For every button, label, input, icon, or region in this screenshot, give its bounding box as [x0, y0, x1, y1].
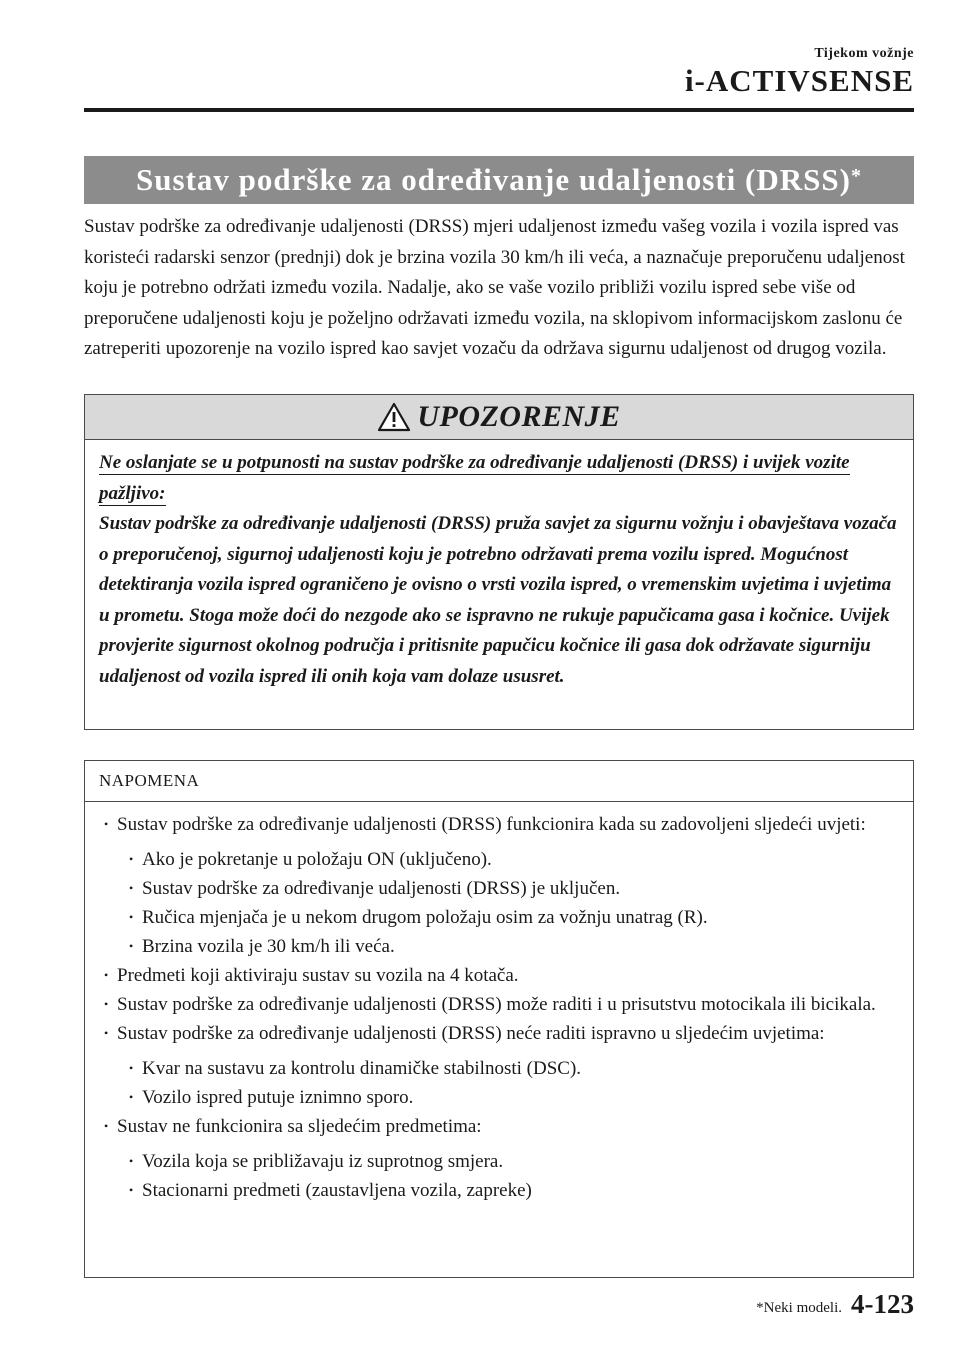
- note-box: [84, 760, 914, 1278]
- list-item: • Sustav podrške za određivanje udaljenosti (DRSS) neće raditi ispravno u sljedećim uvjetima:: [97, 1019, 901, 1048]
- list-item: • Sustav podrške za određivanje udaljenosti (DRSS) funkcionira kada su zadovoljeni sljedeći uvjeti:: [97, 810, 901, 839]
- list-item: • Predmeti koji aktiviraju sustav su vozila na 4 kotača.: [97, 961, 901, 990]
- list-subitem: • Stacionarni predmeti (zaustavljena vozila, zapreke): [97, 1176, 901, 1205]
- header-section-label: Tijekom vožnje: [814, 46, 914, 61]
- warning-lead-text: Ne oslanjate se u potpunosti na sustav podrške za određivanje udaljenosti (DRSS) i uvijek vozite pažljivo:: [99, 452, 850, 504]
- warning-lead: [99, 448, 899, 509]
- warning-text: Sustav podrške za određivanje udaljenosti (DRSS) pruža savjet za sigurnu vožnju i obavještava vozača o preporučenoj, sigurnoj udaljenosti koju je potrebno održavati prema vozilu ispred. Mogućnost detektiranja vozila ispred ograničeno je ovisno o vrsti vozila ispred, o vremenskim uvjetima i uvjetima u prometu. Stoga može doći do nezgode ako se ispravno ne rukuje papučicama gasa i kočnice. Uvijek provjerite sigurnost okolnog područja i pritisnite papučicu kočnice ili gasa dok održavate sigurniju udaljenost od vozila ispred ili onih koja vam dolaze ususret.: [99, 513, 897, 687]
- warning-box: [84, 394, 914, 730]
- warning-header: [85, 395, 913, 440]
- page-number: 4-123: [851, 1289, 914, 1319]
- note-body: [85, 802, 913, 1205]
- section-banner: [84, 156, 914, 204]
- list-subitem: • Kvar na sustavu za kontrolu dinamičke stabilnosti (DSC).: [97, 1054, 901, 1083]
- warning-title: UPOZORENJE: [417, 400, 621, 433]
- warning-triangle-icon: [377, 402, 411, 432]
- list-subitem: • Ako je pokretanje u položaju ON (uključeno).: [97, 845, 901, 874]
- header-rule: [84, 108, 914, 112]
- list-item: • Sustav ne funkcionira sa sljedećim predmetima:: [97, 1112, 901, 1141]
- footnote-mark: *: [850, 164, 862, 187]
- list-subitem: • Sustav podrške za određivanje udaljenosti (DRSS) je uključen.: [97, 874, 901, 903]
- list-subitem: • Vozila koja se približavaju iz suprotnog smjera.: [97, 1147, 901, 1176]
- list-subitem: • Ručica mjenjača je u nekom drugom položaju osim za vožnju unatrag (R).: [97, 903, 901, 932]
- intro-paragraph: Sustav podrške za određivanje udaljenosti (DRSS) mjeri udaljenost između vašeg vozila i vozila ispred vas koristeći radarski senzor (prednji) dok je brzina vozila 30 km/h ili veća, a naznačuje preporučenu udaljenost koju je potrebno održati između vozila. Nadalje, ako se vaše vozilo približi vozilu ispred sebe više od preporučene udaljenosti koju je poželjno održavati između vozila, na sklopivom informacijskom zaslonu će zatreperiti upozorenje na vozilo ispred kao savjet vozaču da održava sigurnu udaljenost od drugog vozila.: [84, 216, 905, 359]
- footnote: *Neki modeli.: [756, 1300, 842, 1316]
- header-title: i-ACTIVSENSE: [684, 63, 914, 98]
- list-subitem: • Brzina vozila je 30 km/h ili veća.: [97, 932, 901, 961]
- section-title: Sustav podrške za određivanje udaljenosti (DRSS): [136, 162, 851, 197]
- warning-body: [85, 440, 913, 692]
- list-item: • Sustav podrške za određivanje udaljenosti (DRSS) može raditi i u prisutstvu motocikala ili bicikala.: [97, 990, 901, 1019]
- list-subitem: • Vozilo ispred putuje iznimno sporo.: [97, 1083, 901, 1112]
- note-header: NAPOMENA: [85, 761, 913, 802]
